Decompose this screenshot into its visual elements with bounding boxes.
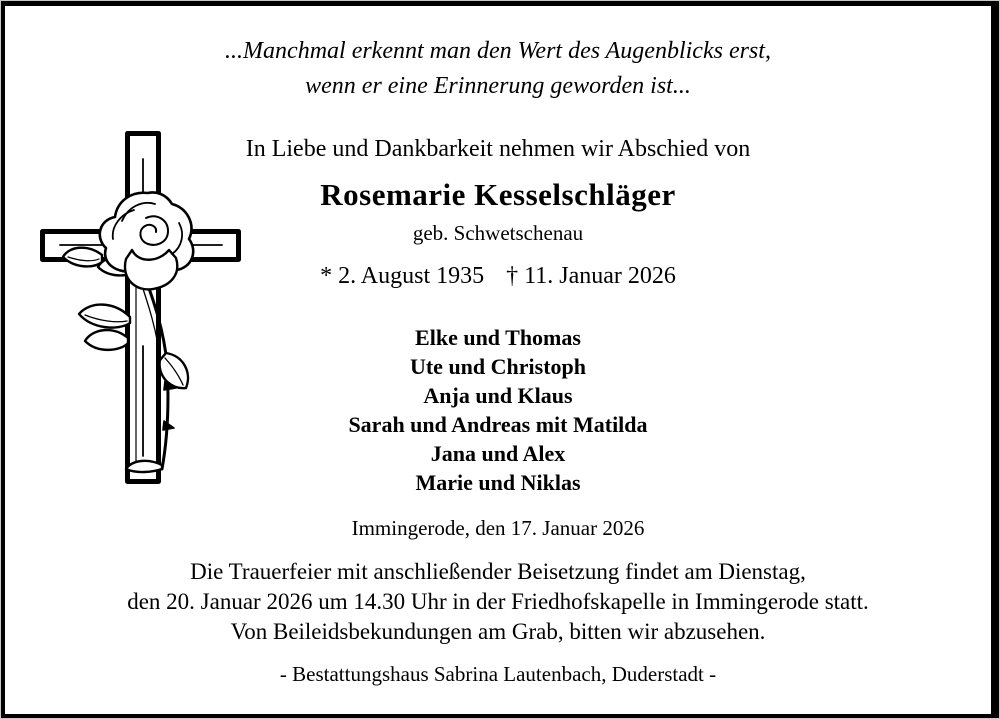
birth-date: * 2. August 1935: [320, 263, 485, 289]
memorial-quote-line1: ...Manchmal erkennt man den Wert des Augenblicks erst,: [225, 38, 771, 64]
funeral-details: [5, 557, 991, 647]
death-date: † 11. Januar 2026: [506, 263, 676, 289]
memorial-quote: [5, 34, 991, 104]
deceased-name: Rosemarie Kesselschläger: [320, 177, 676, 212]
mourner-line: Jana und Alex: [430, 441, 566, 466]
farewell-intro: In Liebe und Dankbarkeit nehmen wir Abschied von: [245, 136, 751, 162]
life-dates: [5, 262, 991, 291]
mourner-line: Elke und Thomas: [415, 325, 581, 350]
obituary-notice: [1, 1, 999, 718]
funeral-details-line1: Die Trauerfeier mit anschließender Beisetzung findet am Dienstag,: [190, 559, 806, 584]
mourners-list: [5, 323, 991, 497]
mourner-line: Ute und Christoph: [409, 354, 587, 379]
place-and-date: Immingerode, den 17. Januar 2026: [351, 516, 645, 540]
maiden-name: geb. Schwetschenau: [412, 221, 584, 245]
funeral-home: - Bestattungshaus Sabrina Lautenbach, Duderstadt -: [279, 662, 717, 686]
mourner-line: Sarah und Andreas mit Matilda: [348, 412, 648, 437]
mourner-line: Anja und Klaus: [423, 383, 573, 408]
mourner-line: Marie und Niklas: [415, 470, 581, 495]
condolence-note: Von Beileidsbekundungen am Grab, bitten wir abzusehen.: [230, 619, 766, 644]
memorial-quote-line2: wenn er eine Erinnerung geworden ist...: [305, 73, 691, 99]
funeral-details-line2: den 20. Januar 2026 um 14.30 Uhr in der Friedhofskapelle in Immingerode statt.: [127, 589, 869, 614]
